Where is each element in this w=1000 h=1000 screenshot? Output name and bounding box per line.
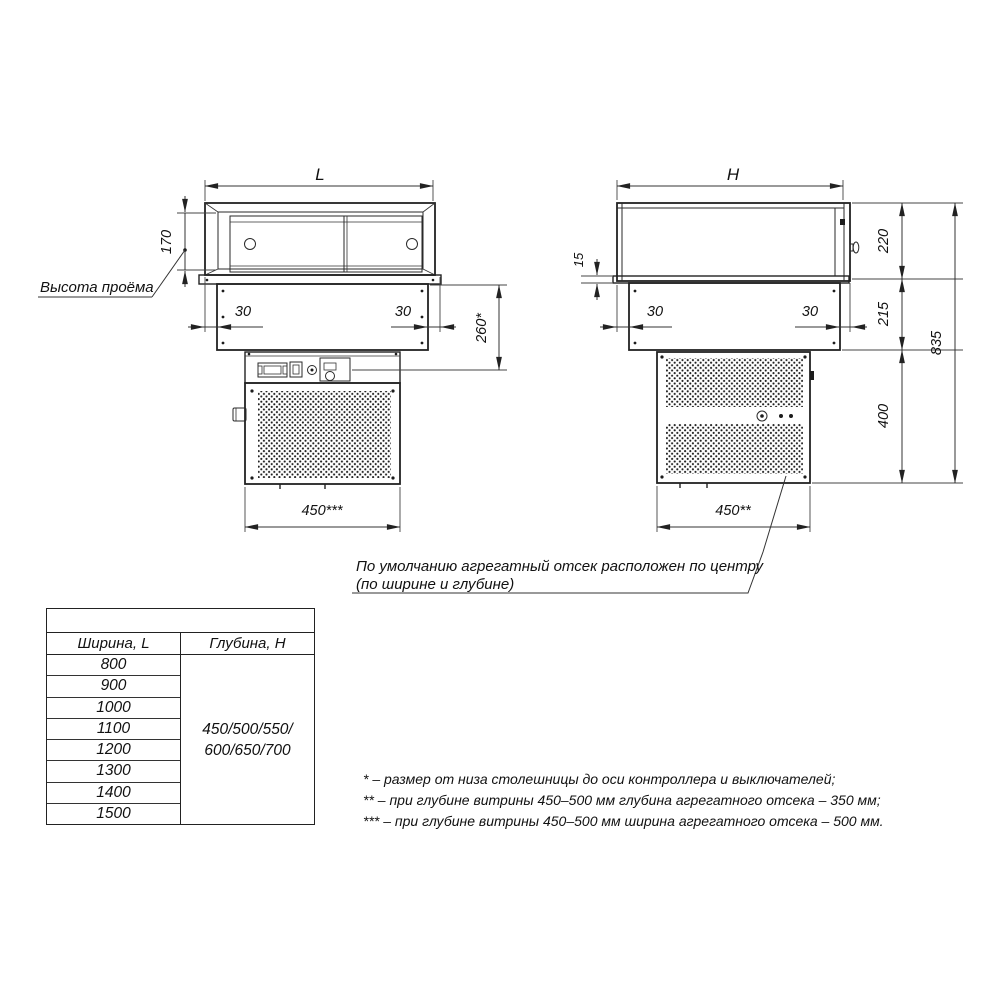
dim-label-450-width: 450***: [301, 503, 343, 519]
door-handle-hole-right: [407, 239, 418, 250]
table-row: 1200: [47, 740, 180, 761]
dim-label-450-depth: 450**: [715, 503, 751, 519]
side-knob: [853, 242, 859, 253]
center-note: [352, 476, 786, 593]
table-row: 1400: [47, 783, 180, 804]
center-note-line1: По умолчанию агрегатный отсек расположен по центру: [356, 558, 763, 575]
opening-height-note: Высота проёма: [40, 279, 154, 296]
side-view: [613, 203, 859, 488]
table-empty-band: [47, 609, 314, 633]
opening-note-leader: [152, 250, 185, 297]
size-table: [46, 608, 315, 825]
dim-label-400: 400: [876, 403, 892, 429]
dim-label-170: 170: [159, 229, 175, 255]
table-width-column: [47, 655, 181, 824]
table-header-depth: Глубина, H: [209, 635, 286, 652]
door-handle-hole-left: [245, 239, 256, 250]
front-compartment-grille: [233, 383, 400, 489]
dim-label-30-front-right: 30: [394, 304, 412, 320]
front-view: [199, 203, 441, 489]
front-frame: [205, 203, 435, 275]
controller-panel: [245, 352, 400, 383]
table-depth-line2: 600/650/700: [204, 741, 291, 759]
side-body: [617, 203, 850, 281]
latch-detail: [840, 219, 845, 225]
dim-label-L: L: [315, 165, 325, 184]
drain-connector: [233, 408, 246, 421]
table-row: 800: [47, 655, 180, 676]
countertop-flange: [199, 275, 441, 284]
table-header-row: [47, 633, 314, 655]
side-countertop-lip: [613, 276, 849, 283]
side-compartment-grille: [657, 352, 814, 488]
table-row: 1000: [47, 698, 180, 719]
table-depth-line1: 450/500/550/: [202, 720, 293, 738]
power-switch: [290, 362, 302, 377]
socket-panel: [320, 358, 350, 381]
knob-stem: [850, 244, 853, 251]
footnote-1: * – размер от низа столешницы до оси контроллера и выключателей;: [363, 771, 836, 787]
dim-label-30-front-left: 30: [234, 304, 252, 320]
table-header-width: Ширина, L: [47, 633, 181, 654]
table-row: 900: [47, 676, 180, 697]
footnote-2: ** – при глубине витрины 450–500 мм глубина агрегатного отсека – 350 мм;: [363, 792, 881, 808]
sliding-doors: [230, 216, 422, 272]
dim-label-15: 15: [571, 252, 586, 268]
dim-label-260: 260*: [474, 313, 490, 343]
center-note-line2: (по ширине и глубине): [356, 576, 515, 593]
dim-label-835: 835: [929, 330, 945, 356]
table-depth-cell: [181, 655, 314, 824]
table-row: 1100: [47, 719, 180, 740]
table-row: 1300: [47, 761, 180, 782]
footnotes: [363, 769, 943, 832]
dim-label-30-side-left: 30: [646, 304, 664, 320]
dim-label-215: 215: [876, 301, 892, 327]
table-row: 1500: [96, 804, 131, 822]
footnote-3: *** – при глубине витрины 450–500 мм ширина агрегатного отсека – 500 мм.: [363, 813, 884, 829]
dim-label-30-side-right: 30: [801, 304, 819, 320]
dim-label-220: 220: [876, 228, 892, 254]
dim-label-H: H: [726, 165, 740, 184]
